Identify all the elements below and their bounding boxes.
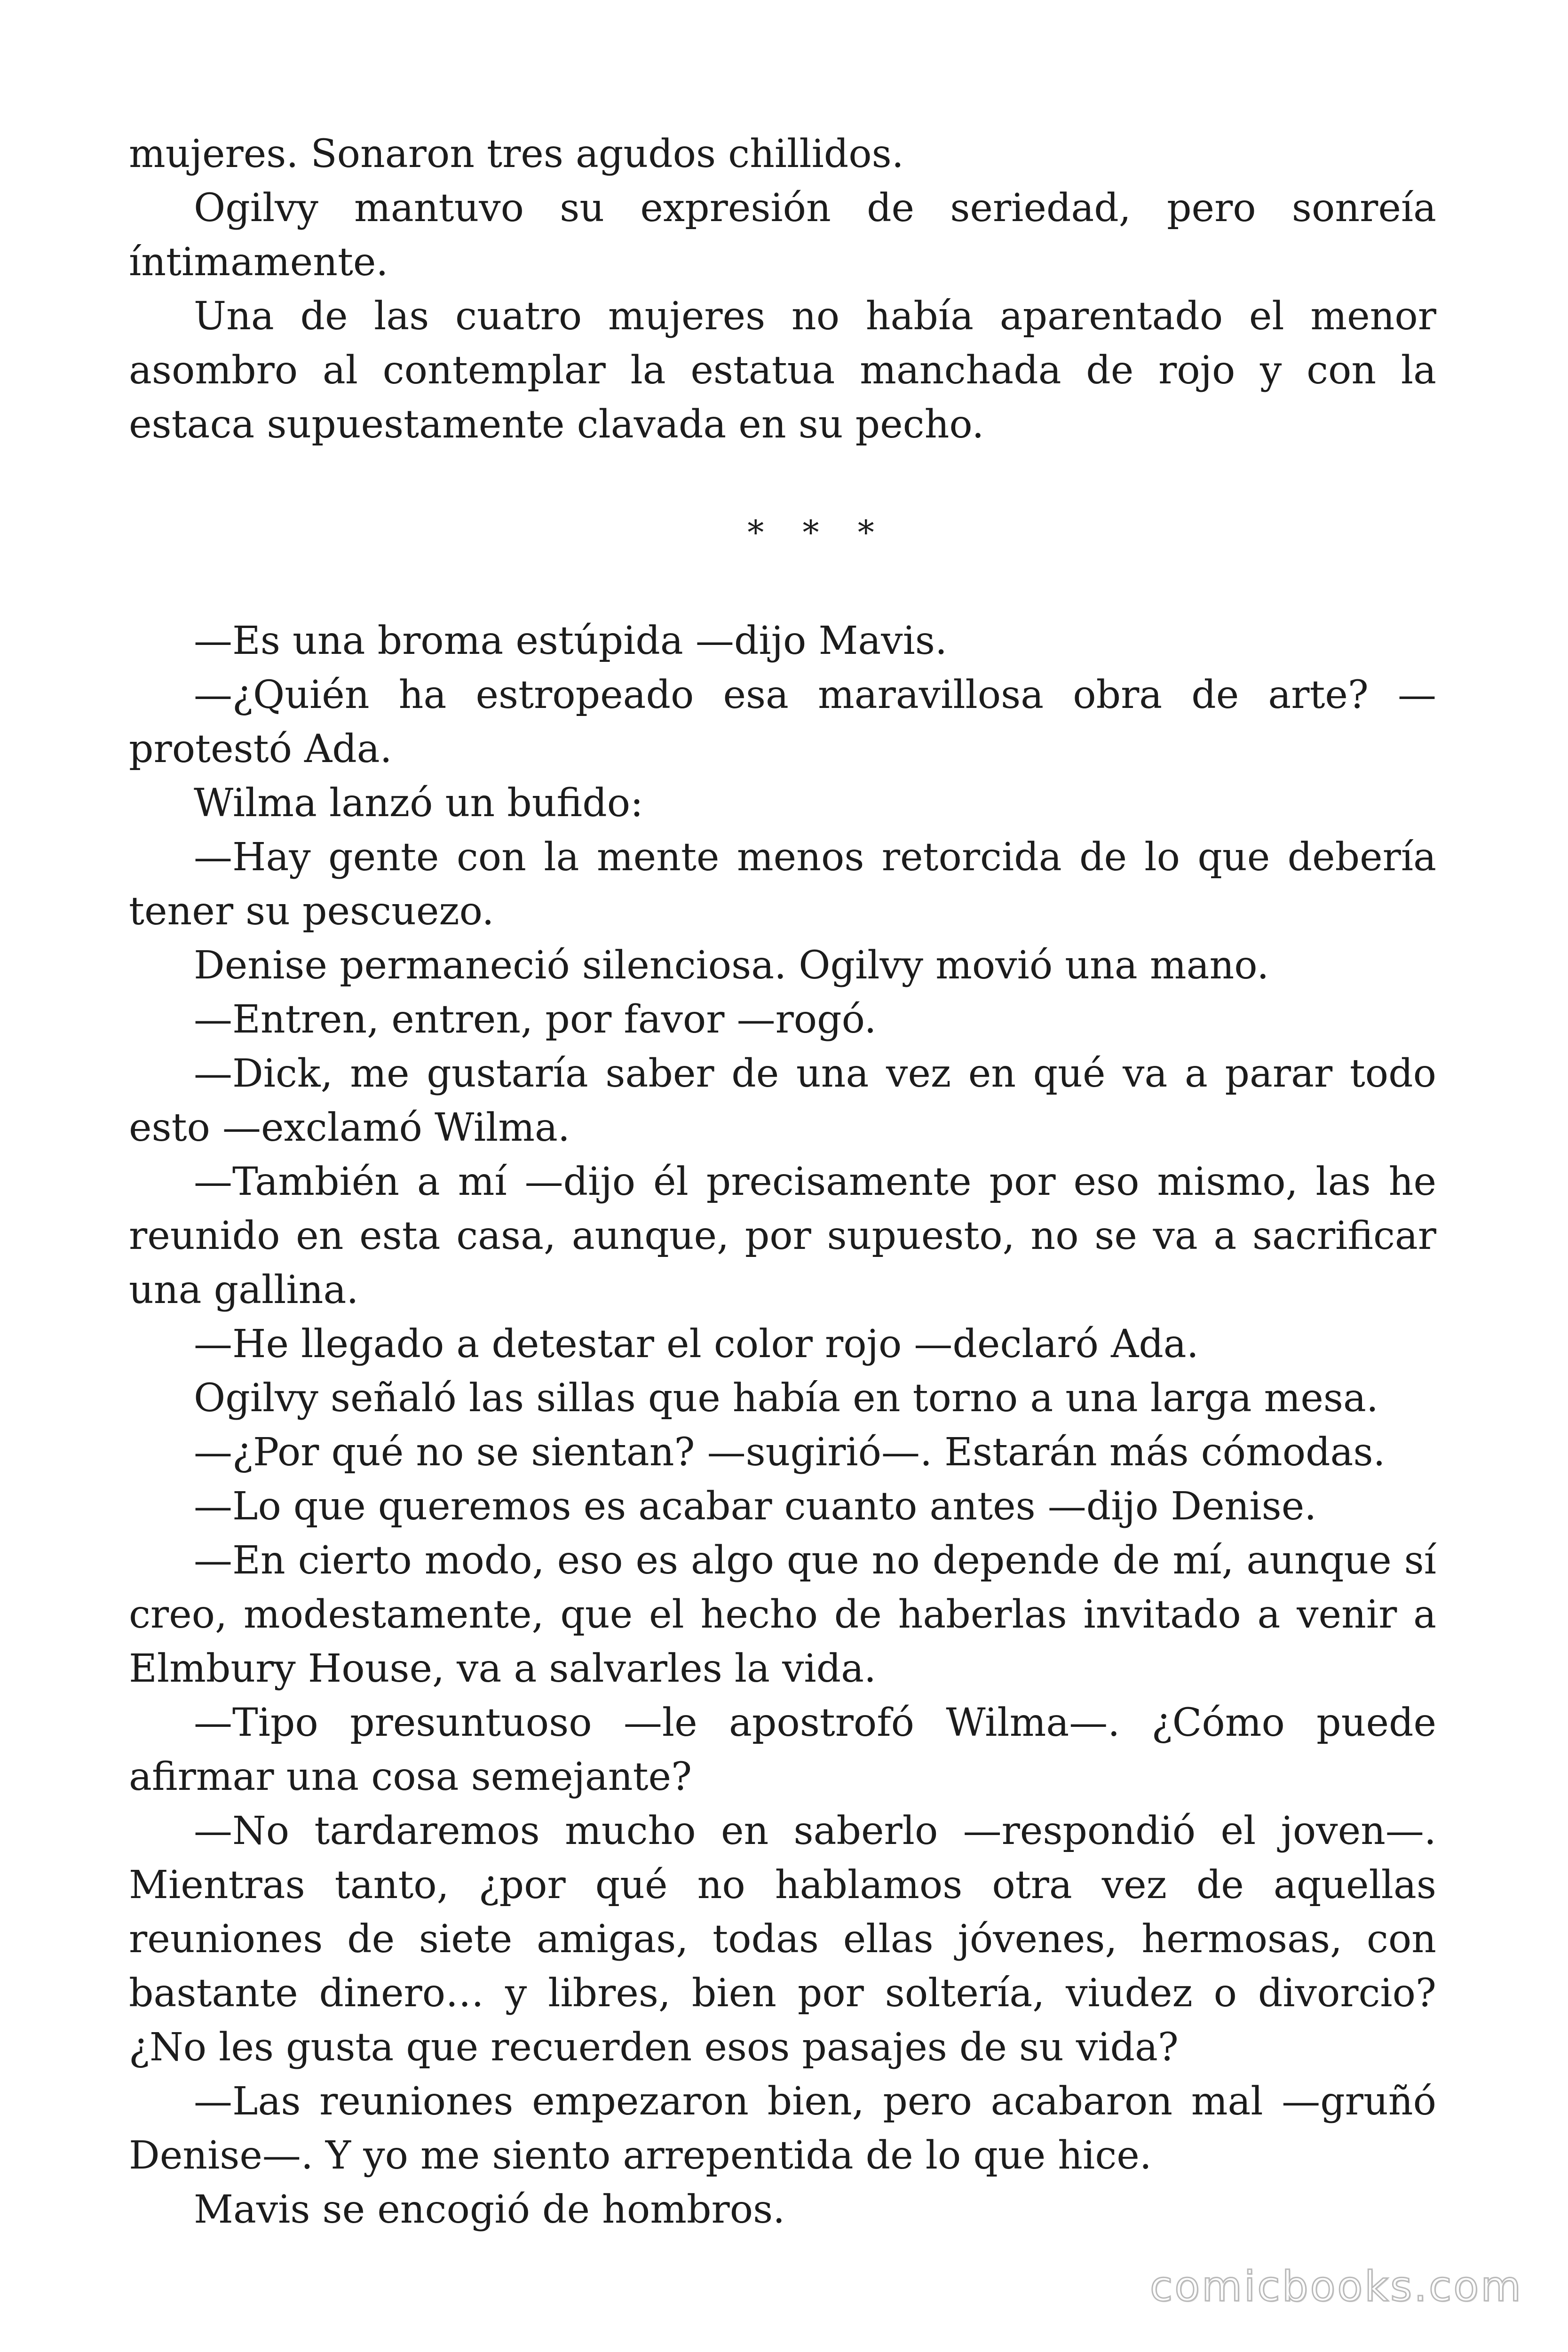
paragraph: —Las reuniones empezaron bien, pero acabaron mal —gruñó Denise—. Y yo me siento arrepentida de lo que hice. — [129, 2079, 1436, 2178]
paragraph: Wilma lanzó un bufido: — [194, 781, 643, 826]
paragraph: —¿Por qué no se sientan? —sugirió—. Estarán más cómodas. — [194, 1430, 1386, 1475]
paragraph: —Es una broma estúpida —dijo Mavis. — [194, 619, 948, 663]
paragraph: —He llegado a detestar el color rojo —declaró Ada. — [194, 1322, 1199, 1367]
paragraph: Denise permaneció silenciosa. Ogilvy movió una mano. — [194, 943, 1269, 988]
paragraph: —Hay gente con la mente menos retorcida de lo que debería tener su pescuezo. — [129, 835, 1436, 934]
paragraph: —No tardaremos mucho en saberlo —respondió el joven—. Mientras tanto, ¿por qué no hablamos otra vez de aquellas reuniones de siete amigas, todas ellas jóvenes, hermosas, con bastante dinero… y libres, bien por soltería, viudez o divorcio? ¿No les gusta que recuerden esos pasajes de su vida? — [129, 1809, 1436, 2070]
watermark: comicbooks.com — [1149, 2262, 1523, 2311]
paragraph: —También a mí —dijo él precisamente por eso mismo, las he reunido en esta casa, aunque, por supuesto, no se va a sacrificar una gallina. — [129, 1160, 1436, 1312]
paragraph: —Entren, entren, por favor —rogó. — [194, 997, 877, 1042]
paragraph: Ogilvy mantuvo su expresión de seriedad, pero sonreía íntimamente. — [129, 186, 1436, 285]
paragraph: —Lo que queremos es acabar cuanto antes —dijo Denise. — [194, 1484, 1317, 1529]
paragraph: —En cierto modo, eso es algo que no depende de mí, aunque sí creo, modestamente, que el hecho de haberlas invitado a venir a Elmbury House, va a salvarles la vida. — [129, 1538, 1436, 1691]
paragraph: Mavis se encogió de hombros. — [194, 2187, 785, 2232]
paragraph: —¿Quién ha estropeado esa maravillosa obra de arte? —protestó Ada. — [129, 673, 1436, 771]
book-page — [129, 127, 1436, 2237]
paragraph: Una de las cuatro mujeres no había aparentado el menor asombro al contemplar la estatua manchada de rojo y con la estaca supuestamente clavada en su pecho. — [129, 294, 1436, 447]
paragraph: —Tipo presuntuoso —le apostrofó Wilma—. ¿Cómo puede afirmar una cosa semejante? — [129, 1700, 1436, 1799]
section-separator: * * * — [747, 513, 888, 552]
paragraph: mujeres. Sonaron tres agudos chillidos. — [129, 132, 904, 176]
paragraph: Ogilvy señaló las sillas que había en torno a una larga mesa. — [194, 1376, 1378, 1421]
paragraph: —Dick, me gustaría saber de una vez en qué va a parar todo esto —exclamó Wilma. — [129, 1051, 1436, 1150]
